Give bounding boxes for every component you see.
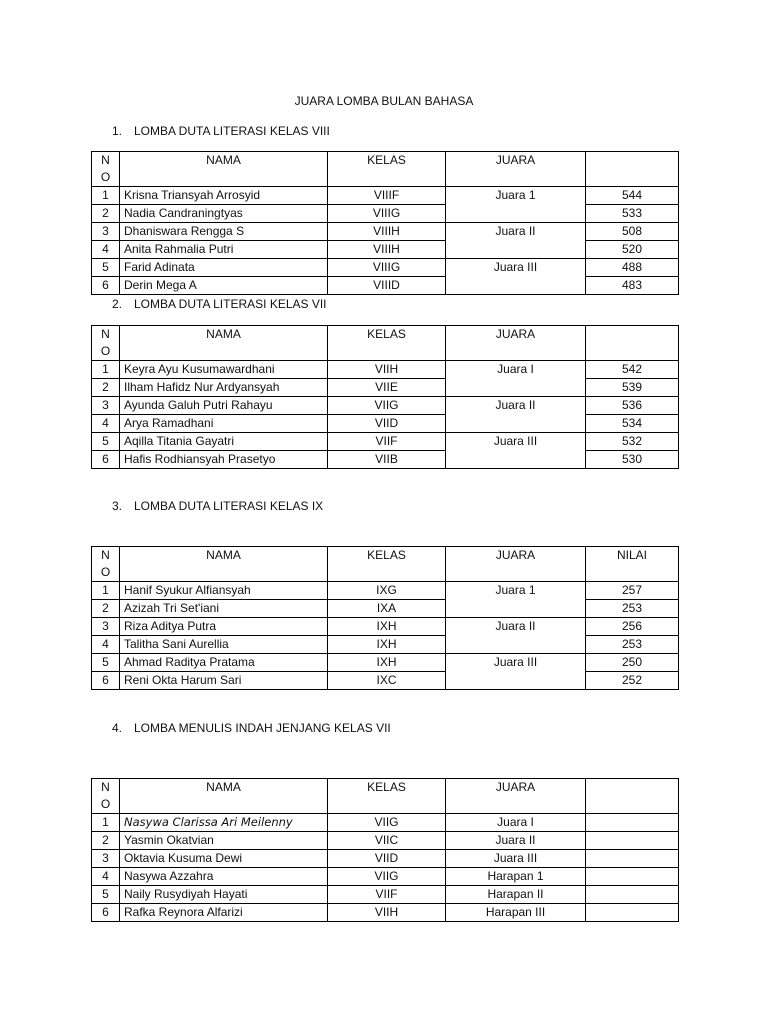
cell-no: 5	[92, 654, 120, 672]
table-cell: 508	[586, 223, 679, 241]
table-cell	[446, 636, 586, 654]
header-nama: NAMA	[120, 779, 328, 814]
table-cell: IXG	[328, 582, 446, 600]
table-cell	[586, 886, 679, 904]
table-header-row	[92, 326, 679, 361]
cell-no: 3	[92, 850, 120, 868]
table-cell: 530	[586, 451, 679, 469]
header-no: N O	[92, 152, 120, 187]
cell-no: 2	[92, 205, 120, 223]
section-number: 1.	[112, 124, 123, 138]
table-row	[92, 868, 679, 886]
table-cell: 539	[586, 379, 679, 397]
table-row	[92, 600, 679, 618]
table-cell: Juara II	[446, 618, 586, 636]
header-nama: NAMA	[120, 326, 328, 361]
table-cell: Juara 1	[446, 187, 586, 205]
table-cell: 253	[586, 636, 679, 654]
page-title: JUARA LOMBA BULAN BAHASA	[294, 94, 474, 108]
cell-no: 5	[92, 259, 120, 277]
table-row	[92, 223, 679, 241]
table-header-row	[92, 779, 679, 814]
table-row	[92, 241, 679, 259]
cell-no: 5	[92, 886, 120, 904]
header-no: N O	[92, 326, 120, 361]
table-cell: VIID	[328, 850, 446, 868]
table-cell: VIIF	[328, 433, 446, 451]
table-cell: VIIB	[328, 451, 446, 469]
table-row	[92, 850, 679, 868]
header-kelas: KELAS	[328, 779, 446, 814]
cell-nama: Nadia Candraningtyas	[120, 205, 328, 223]
table-cell: VIIH	[328, 361, 446, 379]
table-row	[92, 379, 679, 397]
table-cell	[446, 415, 586, 433]
cell-nama: Nasywa Azzahra	[120, 868, 328, 886]
cell-no: 4	[92, 241, 120, 259]
section-title-1	[112, 124, 330, 138]
table-cell: Juara III	[446, 850, 586, 868]
section-title-text: LOMBA DUTA LITERASI KELAS VII	[134, 297, 327, 311]
table-cell: IXA	[328, 600, 446, 618]
table-cell: Harapan II	[446, 886, 586, 904]
table-cell: 252	[586, 672, 679, 690]
table-cell: 533	[586, 205, 679, 223]
cell-no: 2	[92, 379, 120, 397]
table-cell: Juara III	[446, 433, 586, 451]
section-number: 3.	[112, 499, 123, 513]
table-row	[92, 582, 679, 600]
cell-no: 3	[92, 618, 120, 636]
table-cell: IXH	[328, 654, 446, 672]
cell-nama: Oktavia Kusuma Dewi	[120, 850, 328, 868]
table-cell: VIIIH	[328, 223, 446, 241]
cell-nama: Aqilla Titania Gayatri	[120, 433, 328, 451]
table-cell: 488	[586, 259, 679, 277]
table-cell	[586, 904, 679, 922]
cell-no: 5	[92, 433, 120, 451]
table-row	[92, 361, 679, 379]
section-number: 4.	[112, 721, 123, 735]
table-cell: 483	[586, 277, 679, 295]
cell-nama: Reni Okta Harum Sari	[120, 672, 328, 690]
header-no: N O	[92, 779, 120, 814]
header-juara: JUARA	[446, 326, 586, 361]
table-cell	[446, 241, 586, 259]
table-row	[92, 904, 679, 922]
cell-no: 1	[92, 814, 120, 832]
table-cell: VIIG	[328, 397, 446, 415]
header-kelas: KELAS	[328, 547, 446, 582]
cell-nama: Ahmad Raditya Pratama	[120, 654, 328, 672]
table-row	[92, 654, 679, 672]
table-cell: 253	[586, 600, 679, 618]
cell-no: 1	[92, 361, 120, 379]
cell-nama: Farid Adinata	[120, 259, 328, 277]
table-cell: 256	[586, 618, 679, 636]
section-title-text: LOMBA DUTA LITERASI KELAS VIII	[134, 124, 330, 138]
table-cell	[446, 451, 586, 469]
cell-nama: Yasmin Okatvian	[120, 832, 328, 850]
cell-no: 2	[92, 832, 120, 850]
table-cell: Juara I	[446, 814, 586, 832]
table-cell: Harapan 1	[446, 868, 586, 886]
table-cell: 250	[586, 654, 679, 672]
table-cell: VIIID	[328, 277, 446, 295]
table-cell: 520	[586, 241, 679, 259]
cell-no: 3	[92, 397, 120, 415]
cell-nama: Hanif Syukur Alfiansyah	[120, 582, 328, 600]
section-number: 2.	[112, 297, 123, 311]
table-row	[92, 832, 679, 850]
cell-nama: Ayunda Galuh Putri Rahayu	[120, 397, 328, 415]
cell-no: 4	[92, 868, 120, 886]
cell-nama: Rafka Reynora Alfarizi	[120, 904, 328, 922]
header-nilai: NILAI	[586, 547, 679, 582]
table-cell: 536	[586, 397, 679, 415]
cell-nama: Nasywa Clarissa Ari Meilenny	[120, 814, 328, 832]
section-title-3	[112, 499, 323, 513]
table-cell: Harapan III	[446, 904, 586, 922]
table-cell: VIIF	[328, 886, 446, 904]
cell-no: 3	[92, 223, 120, 241]
table-cell: VIIIG	[328, 205, 446, 223]
table-cell: IXH	[328, 636, 446, 654]
header-kelas: KELAS	[328, 326, 446, 361]
table-header-row	[92, 152, 679, 187]
header-no: N O	[92, 547, 120, 582]
table-cell: VIIG	[328, 868, 446, 886]
cell-nama: Krisna Triansyah Arrosyid	[120, 187, 328, 205]
section-title-text: LOMBA MENULIS INDAH JENJANG KELAS VII	[134, 721, 391, 735]
table-cell: Juara II	[446, 832, 586, 850]
header-kelas: KELAS	[328, 152, 446, 187]
table-cell	[446, 205, 586, 223]
table-row	[92, 259, 679, 277]
cell-nama: Riza Aditya Putra	[120, 618, 328, 636]
table-cell	[446, 277, 586, 295]
table-cell: VIIH	[328, 904, 446, 922]
table-cell: VIIG	[328, 814, 446, 832]
header-nama: NAMA	[120, 152, 328, 187]
section-title-4	[112, 721, 391, 735]
table-row	[92, 187, 679, 205]
header-nilai	[586, 779, 679, 814]
table-cell: 542	[586, 361, 679, 379]
table-cell: VIIC	[328, 832, 446, 850]
cell-no: 6	[92, 904, 120, 922]
table-cell: 257	[586, 582, 679, 600]
cell-nama: Azizah Tri Set'iani	[120, 600, 328, 618]
table-cell	[446, 672, 586, 690]
table-cell: 534	[586, 415, 679, 433]
cell-nama: Ilham Hafidz Nur Ardyansyah	[120, 379, 328, 397]
table-cell	[446, 600, 586, 618]
cell-nama: Dhaniswara Rengga S	[120, 223, 328, 241]
cell-nama: Hafis Rodhiansyah Prasetyo	[120, 451, 328, 469]
cell-no: 6	[92, 277, 120, 295]
winners-table-4	[91, 778, 679, 922]
table-cell: 532	[586, 433, 679, 451]
cell-no: 6	[92, 451, 120, 469]
cell-no: 4	[92, 415, 120, 433]
table-cell: Juara I	[446, 361, 586, 379]
cell-nama: Arya Ramadhani	[120, 415, 328, 433]
table-cell	[586, 832, 679, 850]
table-row	[92, 205, 679, 223]
cell-no: 6	[92, 672, 120, 690]
table-row	[92, 397, 679, 415]
table-header-row	[92, 547, 679, 582]
table-cell: Juara III	[446, 654, 586, 672]
table-cell: 544	[586, 187, 679, 205]
header-nilai	[586, 326, 679, 361]
table-row	[92, 672, 679, 690]
winners-table-3	[91, 546, 679, 690]
table-cell: IXC	[328, 672, 446, 690]
cell-no: 4	[92, 636, 120, 654]
table-cell	[586, 814, 679, 832]
table-cell: Juara II	[446, 223, 586, 241]
table-row	[92, 277, 679, 295]
table-cell: VIIIG	[328, 259, 446, 277]
header-juara: JUARA	[446, 547, 586, 582]
table-row	[92, 636, 679, 654]
header-juara: JUARA	[446, 779, 586, 814]
table-cell	[446, 379, 586, 397]
table-cell: Juara II	[446, 397, 586, 415]
cell-no: 1	[92, 582, 120, 600]
table-cell: Juara III	[446, 259, 586, 277]
winners-table-1	[91, 151, 679, 295]
table-cell: Juara 1	[446, 582, 586, 600]
table-cell	[586, 868, 679, 886]
winners-table-2	[91, 325, 679, 469]
cell-no: 2	[92, 600, 120, 618]
table-cell: VIIIF	[328, 187, 446, 205]
cell-nama: Keyra Ayu Kusumawardhani	[120, 361, 328, 379]
cell-no: 1	[92, 187, 120, 205]
section-title-text: LOMBA DUTA LITERASI KELAS IX	[134, 499, 324, 513]
table-cell: VIIE	[328, 379, 446, 397]
table-cell: VIIIH	[328, 241, 446, 259]
table-row	[92, 451, 679, 469]
cell-nama: Derin Mega A	[120, 277, 328, 295]
cell-nama: Talitha Sani Aurellia	[120, 636, 328, 654]
table-cell: IXH	[328, 618, 446, 636]
header-nilai	[586, 152, 679, 187]
cell-nama: Anita Rahmalia Putri	[120, 241, 328, 259]
cell-nama: Naily Rusydiyah Hayati	[120, 886, 328, 904]
table-cell	[586, 850, 679, 868]
table-cell: VIID	[328, 415, 446, 433]
header-juara: JUARA	[446, 152, 586, 187]
table-row	[92, 433, 679, 451]
header-nama: NAMA	[120, 547, 328, 582]
section-title-2	[112, 297, 327, 311]
table-row	[92, 886, 679, 904]
table-row	[92, 814, 679, 832]
table-row	[92, 618, 679, 636]
table-row	[92, 415, 679, 433]
